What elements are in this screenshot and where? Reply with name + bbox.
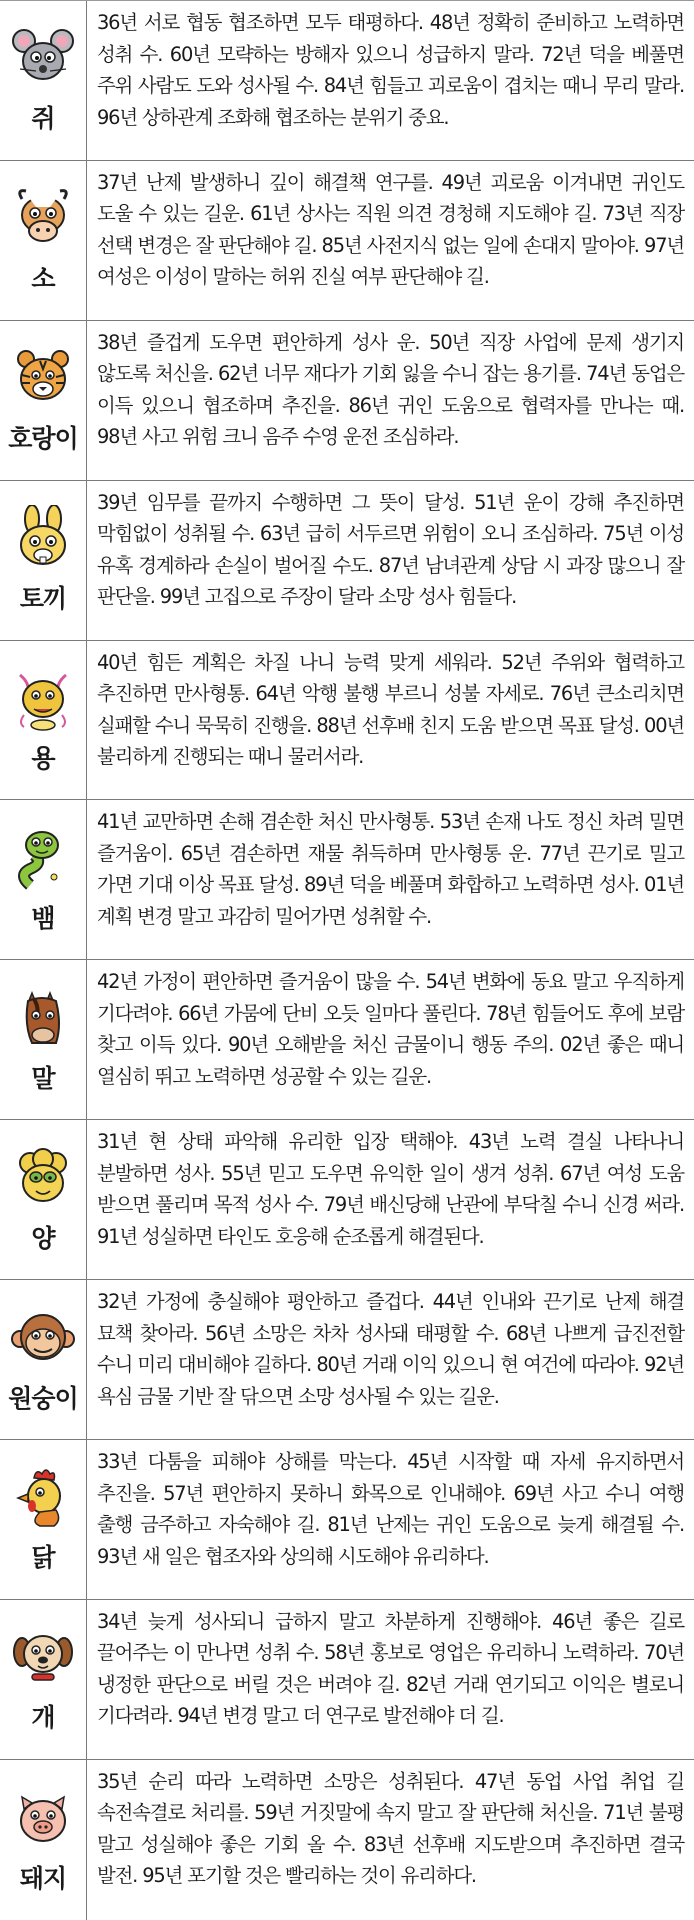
fortune-text: 42년 가정이 편안하면 즐거움이 많을 수. 54년 변화에 동요 말고 우직하게 기다려야. 66년 가뭄에 단비 오듯 일마다 풀린다. 78년 힘들어도 후에 보람 찾고 이득 있다. 90년 오해받을 처신 금물이니 행동 주의. 02년 좋은 때니 열심히 뛰고 노력하면 성공할 수 있는 길운. — [97, 970, 684, 1088]
rooster-icon — [10, 1464, 76, 1530]
fortune-text: 38년 즐겁게 도우면 편안하게 성사 운. 50년 직장 사업에 문제 생기지 않도록 처신을. 62년 너무 재다가 기회 잃을 수니 잡는 용기를. 74년 동업은 이득 있으니 협조하며 추진을. 86년 귀인 도움으로 협력자를 만나는 때. 98년 사고 위험 크니 음주 수영 운전 조심하라. — [97, 330, 684, 449]
zodiac-label-cell — [0, 1120, 87, 1279]
fortune-text: 37년 난제 발생하니 깊이 해결책 연구를. 49년 괴로움 이겨내면 귀인도 도울 수 있는 길운. 61년 상사는 직원 의견 경청해 지도해야 길. 73년 직장 선택 변경은 잘 판단해야 길. 85년 사전지식 없는 일에 손대지 말아야. 97년 여성은 이성이 말하는 허위 진실 여부 판단해야 길. — [97, 170, 684, 289]
zodiac-label-cell — [0, 161, 87, 320]
zodiac-label-cell — [0, 641, 87, 800]
rabbit-icon — [10, 505, 76, 571]
zodiac-row-monkey — [0, 1280, 694, 1440]
rat-icon — [10, 25, 76, 91]
zodiac-label-cell — [0, 321, 87, 480]
zodiac-row-sheep — [0, 1120, 694, 1280]
zodiac-name: 양 — [31, 1223, 55, 1253]
horse-icon — [10, 985, 76, 1051]
fortune-text: 39년 임무를 끝까지 수행하면 그 뜻이 달성. 51년 운이 강해 추진하면 막힘없이 성취될 수. 63년 급히 서두르면 위험이 오니 조심하라. 75년 이성 유혹 경계하라 손실이 벌어질 수도. 87년 남녀관계 상담 시 과장 많으니 잘 판단을. 99년 고집으로 주장이 달라 소망 성사 힘들다. — [97, 490, 684, 609]
ox-icon — [10, 185, 76, 251]
zodiac-row-snake — [0, 800, 694, 960]
pig-icon — [10, 1785, 76, 1851]
zodiac-row-horse — [0, 960, 694, 1120]
zodiac-name: 닭 — [31, 1543, 55, 1573]
zodiac-label-cell — [0, 1600, 87, 1759]
zodiac-row-ox — [0, 161, 694, 321]
zodiac-row-dragon — [0, 641, 694, 801]
zodiac-name: 호랑이 — [8, 424, 78, 454]
fortune-text: 35년 순리 따라 노력하면 소망은 성취된다. 47년 동업 사업 취업 길 속전속결로 처리를. 59년 거짓말에 속지 말고 잘 판단해 처신을. 71년 불평 말고 성실해야 좋은 기회 올 수. 83년 선후배 지도받으며 추진하면 결국 발전. 95년 포기할 것은 빨리하는 것이 유리하다. — [97, 1769, 684, 1888]
fortune-text: 40년 힘든 계획은 차질 나니 능력 맞게 세워라. 52년 주위와 협력하고 추진하면 만사형통. 64년 악행 불행 부르니 성불 자세로. 76년 큰소리치면 실패할 수니 묵묵히 진행을. 88년 선후배 친지 도움 받으면 목표 달성. 00년 불리하게 진행되는 때니 물러서라. — [97, 650, 684, 769]
zodiac-row-rat — [0, 1, 694, 161]
zodiac-name: 뱀 — [31, 903, 55, 933]
fortune-text: 41년 교만하면 손해 겸손한 처신 만사형통. 53년 손재 나도 정신 차려 밀면 즐거움이. 65년 겸손하면 재물 취득하며 만사형통 운. 77년 끈기로 밀고 가면 기대 이상 목표 달성. 89년 덕을 베풀며 화합하고 노력하면 성사. 01년 계획 변경 말고 과감히 밀어가면 성취할 수. — [97, 810, 684, 928]
zodiac-label-cell — [0, 1760, 87, 1920]
fortune-text: 31년 현 상태 파악해 유리한 입장 택해야. 43년 노력 결실 나타나니 분발하면 성사. 55년 믿고 도우면 유익한 일이 생겨 성취. 67년 여성 도움 받으면 풀리며 목적 성사 수. 79년 배신당해 난관에 부닥칠 수니 신경 써라. 91년 성실하면 타인도 호응해 순조롭게 해결된다. — [97, 1130, 684, 1248]
zodiac-row-rabbit — [0, 481, 694, 641]
zodiac-name: 용 — [31, 744, 55, 773]
fortune-text: 36년 서로 협동 협조하면 모두 태평하다. 48년 정확히 준비하고 노력하면 성취 수. 60년 모략하는 방해자 있으니 성급하지 말라. 72년 덕을 베풀면 주위 사람도 도와 성사될 수. 84년 힘들고 괴로움이 겹치는 때니 무리 말라. 96년 상하관계 조화해 협조하는 분위기 중요. — [97, 11, 684, 129]
zodiac-label-cell — [0, 960, 87, 1119]
zodiac-label-cell — [0, 1280, 87, 1439]
fortune-text: 34년 늦게 성사되니 급하지 말고 차분하게 진행해야. 46년 좋은 길로 끌어주는 이 만나면 성취 수. 58년 홍보로 영업은 유리하니 노력하라. 70년 냉정한 판단으로 버릴 것은 버려야 길. 82년 거래 연기되고 이익은 별로니 기다려라. 94년 변경 말고 더 연구로 발전해야 더 길. — [97, 1609, 684, 1728]
zodiac-name: 쥐 — [31, 104, 55, 134]
zodiac-name: 개 — [31, 1703, 55, 1733]
zodiac-name: 토끼 — [19, 584, 67, 614]
zodiac-row-pig — [0, 1760, 694, 1920]
zodiac-name: 원숭이 — [8, 1383, 78, 1413]
zodiac-label-cell — [0, 1440, 87, 1599]
zodiac-label-cell — [0, 481, 87, 640]
fortune-text: 33년 다툼을 피해야 상해를 막는다. 45년 시작할 때 자세 유지하면서 추진을. 57년 편안하지 못하니 화목으로 인내해야. 69년 사고 수니 여행 출행 금주하고 자숙해야 길. 81년 난제는 귀인 도움으로 늦게 해결될 수. 93년 새 일은 협조자와 상의해 시도해야 유리하다. — [97, 1450, 684, 1568]
zodiac-label-cell — [0, 1, 87, 160]
zodiac-label-cell — [0, 800, 87, 959]
dragon-icon — [10, 665, 76, 731]
tiger-icon — [10, 345, 76, 411]
zodiac-name: 소 — [31, 264, 55, 294]
monkey-icon — [10, 1305, 76, 1371]
fortune-text: 32년 가정에 충실해야 평안하고 즐겁다. 44년 인내와 끈기로 난제 해결 묘책 찾아라. 56년 소망은 차차 성사돼 태평할 수. 68년 나쁘게 급진전할 수니 미리 대비해야 길하다. 80년 거래 이익 있으니 현 여건에 따라야. 92년 욕심 금물 기반 잘 닦으면 소망 성사될 수 있는 길운. — [97, 1290, 684, 1408]
zodiac-row-dog — [0, 1600, 694, 1760]
zodiac-name: 돼지 — [19, 1863, 67, 1893]
snake-icon — [10, 825, 76, 891]
sheep-icon — [10, 1145, 76, 1211]
zodiac-name: 말 — [31, 1063, 55, 1093]
zodiac-row-rooster — [0, 1440, 694, 1600]
dog-icon — [10, 1624, 76, 1690]
zodiac-row-tiger — [0, 321, 694, 481]
